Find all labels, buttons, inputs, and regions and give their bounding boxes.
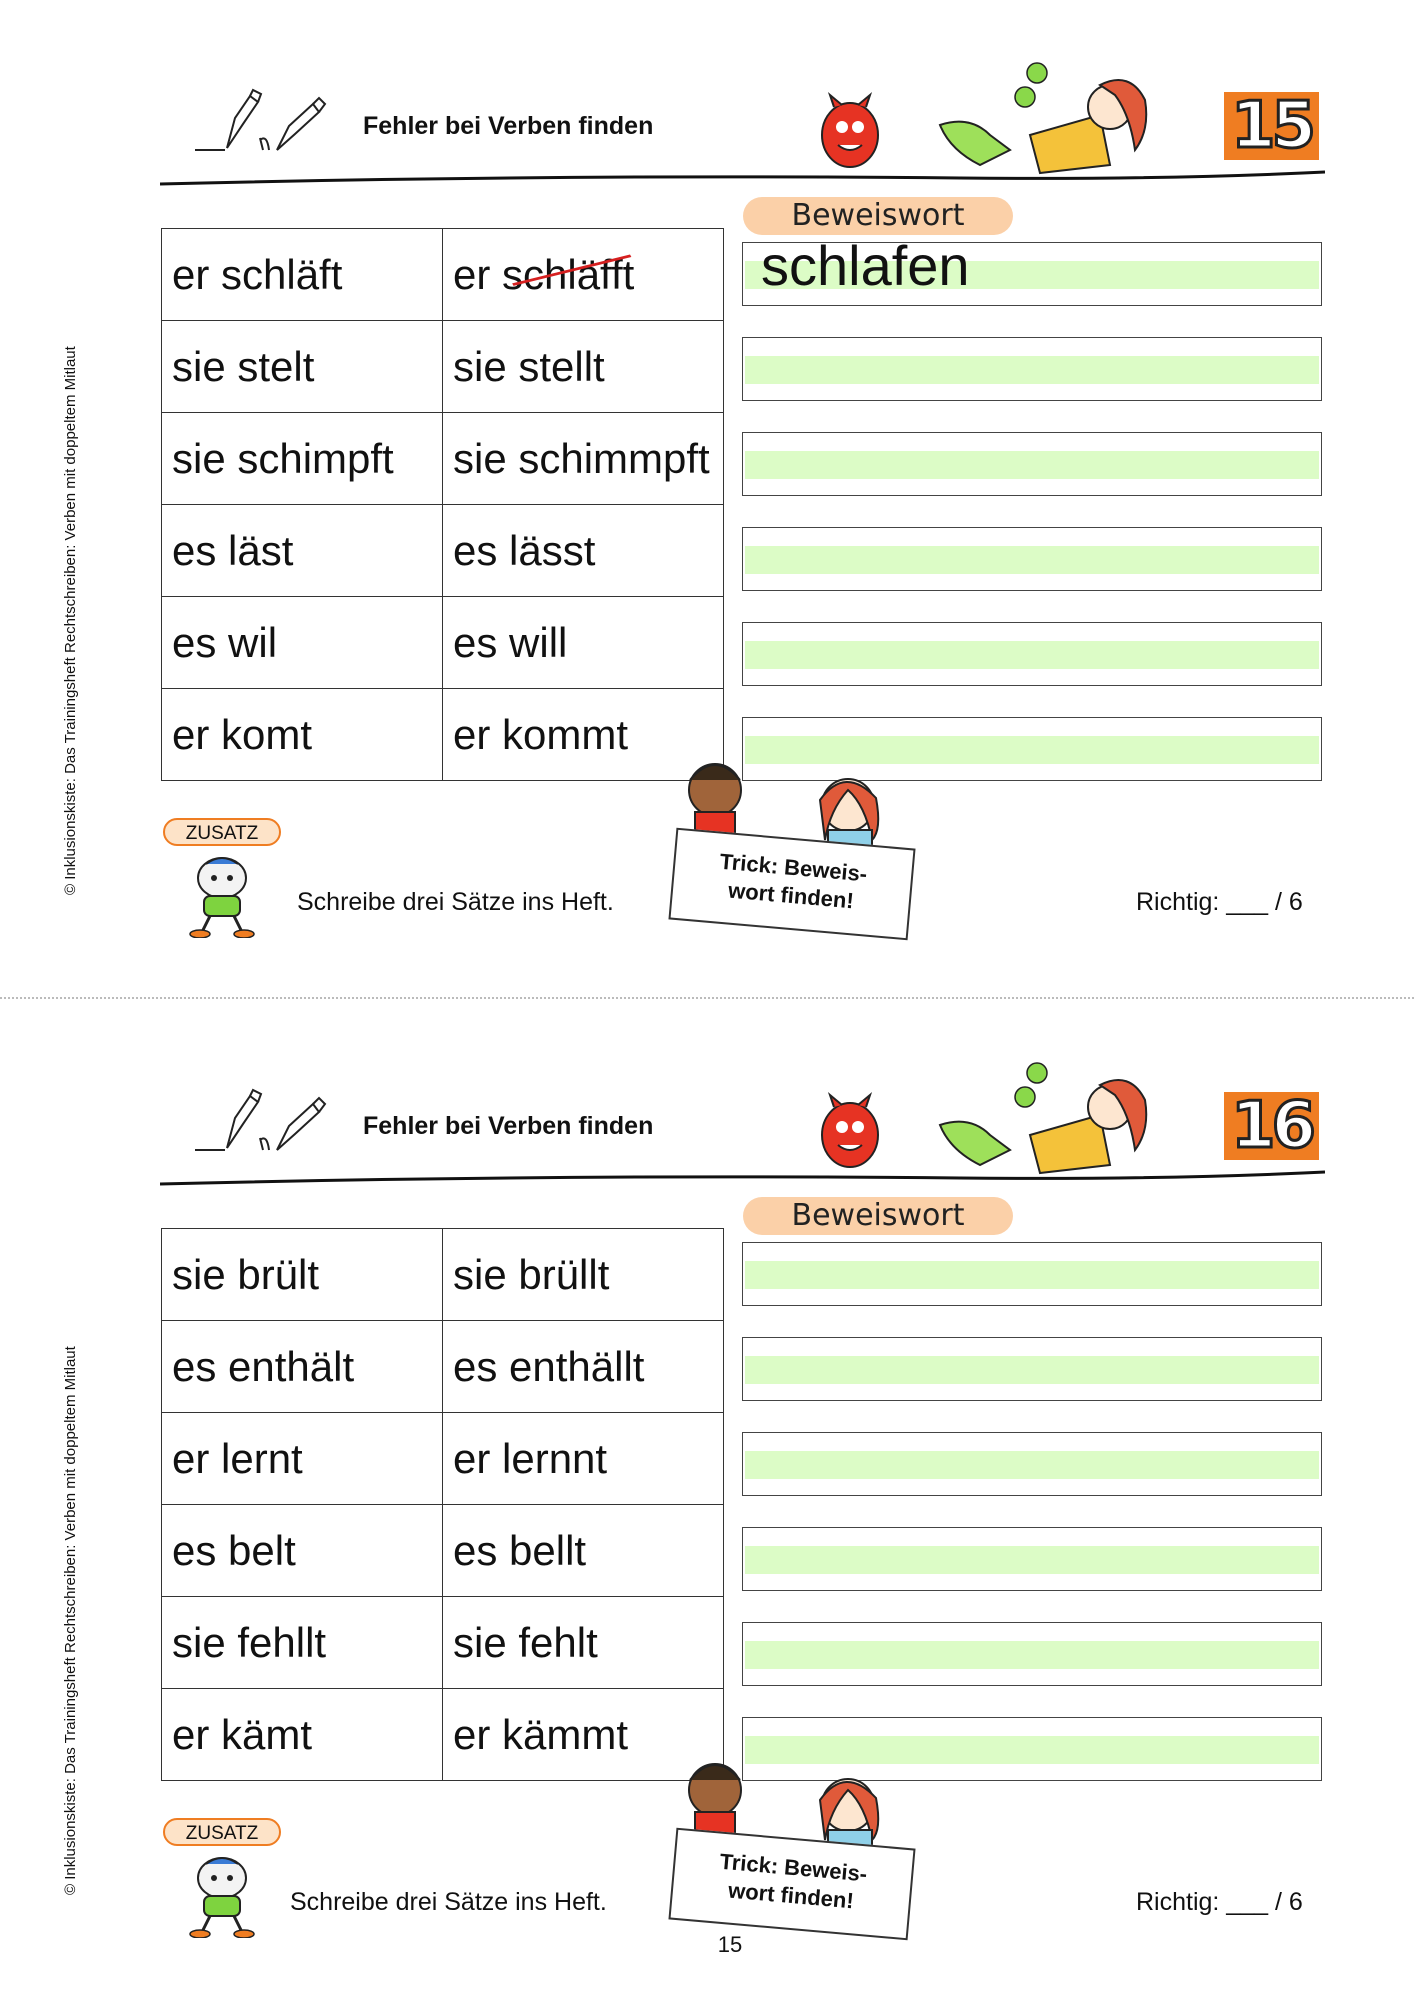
- mascot-illustration: [172, 1848, 272, 1938]
- brush-divider: [160, 1170, 1325, 1190]
- verb-cell-right[interactable]: es bellt: [443, 1505, 724, 1597]
- monster-and-girl-illustration: [800, 55, 1200, 185]
- pencil-icon: [195, 88, 345, 158]
- writing-band: [745, 546, 1319, 574]
- header-title: Fehler bei Verben finden: [363, 1112, 654, 1140]
- verb-table: [161, 1228, 724, 1781]
- verb-cell-right[interactable]: es will: [443, 597, 724, 689]
- verb-cell-left[interactable]: er komt: [162, 689, 443, 781]
- score-field[interactable]: Richtig: ___ / 6: [1136, 1888, 1303, 1916]
- writing-band: [745, 1261, 1319, 1289]
- verb-cell-left[interactable]: sie stelt: [162, 321, 443, 413]
- verb-table: [161, 228, 724, 781]
- table-row: [162, 413, 724, 505]
- page-number-badge: 15: [1224, 92, 1319, 160]
- trick-line: wort finden!: [727, 877, 855, 914]
- verb-cell-left[interactable]: es enthält: [162, 1321, 443, 1413]
- extra-task-text: Schreibe drei Sätze ins Heft.: [290, 1888, 607, 1916]
- verb-cell-left[interactable]: er schläft: [162, 229, 443, 321]
- verb-cell-right[interactable]: [443, 229, 724, 321]
- red-strike-line: [453, 251, 634, 299]
- verb-cell-right[interactable]: es enthällt: [443, 1321, 724, 1413]
- zusatz-badge: ZUSATZ: [163, 1818, 281, 1846]
- table-row: [162, 1321, 724, 1413]
- writing-band: [745, 451, 1319, 479]
- verb-cell-right[interactable]: er lernnt: [443, 1413, 724, 1505]
- struck-verb: er schläfft: [453, 250, 635, 298]
- writing-band: [745, 1546, 1319, 1574]
- answer-line[interactable]: [742, 432, 1322, 496]
- trick-line: Trick: Beweis-: [718, 1848, 869, 1887]
- verb-cell-right[interactable]: sie stellt: [443, 321, 724, 413]
- cut-line: [0, 997, 1414, 999]
- verb-cell-left[interactable]: sie fehllt: [162, 1597, 443, 1689]
- writing-band: [745, 1356, 1319, 1384]
- answer-line[interactable]: [742, 234, 1322, 306]
- answer-line[interactable]: [742, 1622, 1322, 1686]
- extra-task-text: Schreibe drei Sätze ins Heft.: [297, 888, 614, 916]
- monster-and-girl-illustration: [800, 1055, 1200, 1185]
- verb-cell-right[interactable]: er kommt: [443, 689, 724, 781]
- written-answer: schlafen: [761, 234, 970, 297]
- verb-cell-left[interactable]: es wil: [162, 597, 443, 689]
- beweiswort-label: Beweiswort: [743, 1197, 1013, 1235]
- answer-line[interactable]: [742, 1242, 1322, 1306]
- page-number-badge: 16: [1224, 1092, 1319, 1160]
- writing-band: [745, 1451, 1319, 1479]
- verb-cell-left[interactable]: sie brült: [162, 1229, 443, 1321]
- writing-band: [745, 1641, 1319, 1669]
- writing-band: [745, 641, 1319, 669]
- verb-cell-left[interactable]: es läst: [162, 505, 443, 597]
- answer-line[interactable]: [742, 622, 1322, 686]
- writing-band: [745, 356, 1319, 384]
- table-row: [162, 1597, 724, 1689]
- copyright-note: © Inklusionskiste: Das Trainingsheft Rechtschreiben: Verben mit doppeltem Mitlaut: [62, 1346, 79, 1895]
- verb-cell-left[interactable]: er lernt: [162, 1413, 443, 1505]
- table-row: [162, 1229, 724, 1321]
- trick-line: Trick: Beweis-: [718, 848, 869, 887]
- trick-line: wort finden!: [727, 1877, 855, 1914]
- zusatz-badge: ZUSATZ: [163, 818, 281, 846]
- verb-cell-right[interactable]: sie brüllt: [443, 1229, 724, 1321]
- pencil-icon: [195, 1088, 345, 1158]
- verb-cell-left[interactable]: er kämt: [162, 1689, 443, 1781]
- brush-divider: [160, 170, 1325, 190]
- header-title: Fehler bei Verben finden: [363, 112, 654, 140]
- beweiswort-label: Beweiswort: [743, 197, 1013, 235]
- table-row: [162, 1505, 724, 1597]
- verb-cell-left[interactable]: sie schimpft: [162, 413, 443, 505]
- copyright-note: © Inklusionskiste: Das Trainingsheft Rechtschreiben: Verben mit doppeltem Mitlaut: [62, 346, 79, 895]
- table-row: [162, 1413, 724, 1505]
- score-field[interactable]: Richtig: ___ / 6: [1136, 888, 1303, 916]
- verb-cell-right[interactable]: er kämmt: [443, 1689, 724, 1781]
- table-row: [162, 321, 724, 413]
- table-row: [162, 597, 724, 689]
- answer-line[interactable]: [742, 1337, 1322, 1401]
- verb-cell-left[interactable]: es belt: [162, 1505, 443, 1597]
- trick-text: [672, 844, 912, 920]
- table-row: [162, 689, 724, 781]
- table-row: [162, 505, 724, 597]
- answer-line[interactable]: [742, 527, 1322, 591]
- table-row: [162, 1689, 724, 1781]
- answer-line[interactable]: [742, 1432, 1322, 1496]
- table-row: [162, 229, 724, 321]
- trick-text: [672, 1844, 912, 1920]
- answer-line[interactable]: [742, 337, 1322, 401]
- verb-cell-right[interactable]: sie schimmpft: [443, 413, 724, 505]
- mascot-illustration: [172, 848, 272, 938]
- answer-line[interactable]: [742, 1527, 1322, 1591]
- footer-page-number: 15: [717, 1932, 743, 1957]
- exercise-card-16: [0, 1000, 1414, 2000]
- verb-cell-right[interactable]: es lässt: [443, 505, 724, 597]
- verb-cell-right[interactable]: sie fehlt: [443, 1597, 724, 1689]
